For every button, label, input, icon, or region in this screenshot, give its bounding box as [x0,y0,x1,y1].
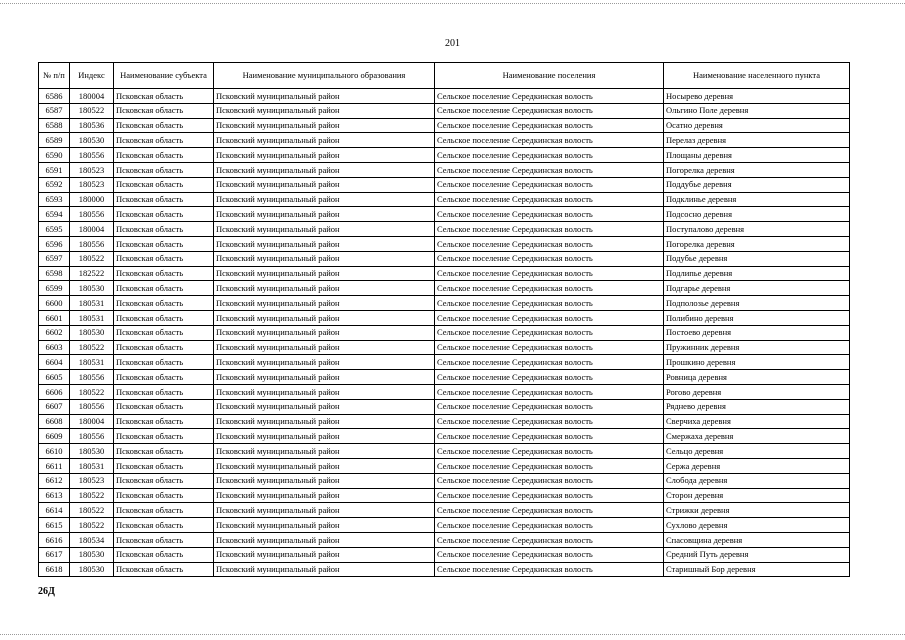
row-number: 6594 [39,207,70,222]
row-locality: Осатно деревня [664,118,850,133]
row-number: 6602 [39,325,70,340]
row-index: 180523 [70,473,114,488]
table-row [39,547,850,562]
row-number: 6616 [39,532,70,547]
row-region: Псковская область [114,473,214,488]
row-index: 180523 [70,162,114,177]
row-settlement: Сельское поселение Середкинская волость [435,177,664,192]
row-settlement: Сельское поселение Середкинская волость [435,399,664,414]
table-row [39,118,850,133]
row-region: Псковская область [114,296,214,311]
row-locality: Спасовщина деревня [664,532,850,547]
table-row [39,310,850,325]
row-locality: Носырево деревня [664,89,850,104]
row-region: Псковская область [114,207,214,222]
row-region: Псковская область [114,266,214,281]
row-locality: Ольгино Поле деревня [664,103,850,118]
row-index: 180004 [70,414,114,429]
row-region: Псковская область [114,310,214,325]
row-settlement: Сельское поселение Середкинская волость [435,296,664,311]
row-settlement: Сельское поселение Середкинская волость [435,133,664,148]
row-region: Псковская область [114,222,214,237]
row-region: Псковская область [114,162,214,177]
row-index: 180556 [70,207,114,222]
page-number: 201 [445,38,460,49]
row-municipality: Псковский муниципальный район [214,399,435,414]
row-number: 6593 [39,192,70,207]
row-locality: Перелаз деревня [664,133,850,148]
row-number: 6615 [39,518,70,533]
table-row [39,133,850,148]
row-settlement: Сельское поселение Середкинская волость [435,310,664,325]
row-number: 6589 [39,133,70,148]
row-municipality: Псковский муниципальный район [214,444,435,459]
row-locality: Смержаха деревня [664,429,850,444]
row-locality: Подклинье деревня [664,192,850,207]
row-settlement: Сельское поселение Середкинская волость [435,444,664,459]
row-index: 180522 [70,488,114,503]
row-locality: Средний Путь деревня [664,547,850,562]
table-row [39,207,850,222]
row-settlement: Сельское поселение Середкинская волость [435,162,664,177]
row-number: 6617 [39,547,70,562]
row-settlement: Сельское поселение Середкинская волость [435,207,664,222]
table-row [39,89,850,104]
row-region: Псковская область [114,177,214,192]
row-settlement: Сельское поселение Середкинская волость [435,488,664,503]
row-index: 180556 [70,148,114,163]
row-municipality: Псковский муниципальный район [214,103,435,118]
row-region: Псковская область [114,399,214,414]
row-municipality: Псковский муниципальный район [214,429,435,444]
row-region: Псковская область [114,355,214,370]
row-index: 180530 [70,547,114,562]
row-number: 6609 [39,429,70,444]
row-region: Псковская область [114,429,214,444]
header-locality: Наименование населенного пункта [664,63,850,89]
row-index: 180556 [70,370,114,385]
row-region: Псковская область [114,236,214,251]
row-index: 180004 [70,89,114,104]
table-row [39,429,850,444]
row-region: Псковская область [114,89,214,104]
table-row [39,281,850,296]
settlements-table [38,62,850,577]
table-row [39,296,850,311]
row-settlement: Сельское поселение Середкинская волость [435,532,664,547]
row-municipality: Псковский муниципальный район [214,148,435,163]
row-number: 6614 [39,503,70,518]
row-settlement: Сельское поселение Середкинская волость [435,370,664,385]
row-number: 6605 [39,370,70,385]
table-row [39,384,850,399]
row-settlement: Сельское поселение Середкинская волость [435,503,664,518]
row-number: 6604 [39,355,70,370]
row-municipality: Псковский муниципальный район [214,370,435,385]
row-locality: Сторон деревня [664,488,850,503]
row-settlement: Сельское поселение Середкинская волость [435,547,664,562]
row-municipality: Псковский муниципальный район [214,192,435,207]
row-municipality: Псковский муниципальный район [214,251,435,266]
row-municipality: Псковский муниципальный район [214,414,435,429]
row-number: 6610 [39,444,70,459]
row-locality: Погорелка деревня [664,236,850,251]
table-header-row [39,63,850,89]
scan-edge-top [0,3,905,4]
row-settlement: Сельское поселение Середкинская волость [435,458,664,473]
row-municipality: Псковский муниципальный район [214,503,435,518]
sheet-code: 26Д [38,586,55,597]
row-municipality: Псковский муниципальный район [214,281,435,296]
row-municipality: Псковский муниципальный район [214,340,435,355]
row-index: 180004 [70,222,114,237]
row-index: 180556 [70,399,114,414]
table-row [39,444,850,459]
row-settlement: Сельское поселение Середкинская волость [435,281,664,296]
row-index: 180536 [70,118,114,133]
row-index: 180531 [70,355,114,370]
table-row [39,355,850,370]
table-row [39,266,850,281]
table-row [39,177,850,192]
row-number: 6600 [39,296,70,311]
row-region: Псковская область [114,503,214,518]
table-row [39,473,850,488]
row-number: 6598 [39,266,70,281]
row-settlement: Сельское поселение Середкинская волость [435,251,664,266]
row-locality: Подлипье деревня [664,266,850,281]
row-number: 6588 [39,118,70,133]
row-number: 6612 [39,473,70,488]
row-region: Псковская область [114,444,214,459]
row-index: 180531 [70,296,114,311]
row-municipality: Псковский муниципальный район [214,473,435,488]
table-row [39,340,850,355]
row-settlement: Сельское поселение Середкинская волость [435,414,664,429]
table-row [39,414,850,429]
table-row [39,458,850,473]
row-locality: Погорелка деревня [664,162,850,177]
table-row [39,251,850,266]
row-index: 180522 [70,518,114,533]
row-municipality: Псковский муниципальный район [214,310,435,325]
row-index: 180530 [70,325,114,340]
row-locality: Ровница деревня [664,370,850,385]
row-number: 6618 [39,562,70,577]
row-number: 6606 [39,384,70,399]
table-row [39,325,850,340]
row-locality: Площаны деревня [664,148,850,163]
header-settlement: Наименование поселения [435,63,664,89]
table-row [39,222,850,237]
row-settlement: Сельское поселение Середкинская волость [435,325,664,340]
row-settlement: Сельское поселение Середкинская волость [435,355,664,370]
table-row [39,518,850,533]
row-locality: Сухлово деревня [664,518,850,533]
header-index: Индекс [70,63,114,89]
row-region: Псковская область [114,532,214,547]
row-municipality: Псковский муниципальный район [214,458,435,473]
row-settlement: Сельское поселение Середкинская волость [435,340,664,355]
row-locality: Подполозье деревня [664,296,850,311]
row-number: 6597 [39,251,70,266]
table-row [39,192,850,207]
row-locality: Поступалово деревня [664,222,850,237]
row-region: Псковская область [114,325,214,340]
row-locality: Подгарье деревня [664,281,850,296]
row-index: 180531 [70,310,114,325]
row-municipality: Псковский муниципальный район [214,325,435,340]
table-body [39,89,850,577]
row-locality: Поддубье деревня [664,177,850,192]
row-region: Псковская область [114,547,214,562]
row-settlement: Сельское поселение Середкинская волость [435,118,664,133]
row-region: Псковская область [114,103,214,118]
row-region: Псковская область [114,148,214,163]
row-region: Псковская область [114,562,214,577]
row-locality: Сверчиха деревня [664,414,850,429]
row-index: 182522 [70,266,114,281]
row-settlement: Сельское поселение Середкинская волость [435,562,664,577]
scan-edge-bottom [0,634,905,635]
table-row [39,103,850,118]
row-municipality: Псковский муниципальный район [214,488,435,503]
row-region: Псковская область [114,488,214,503]
row-number: 6586 [39,89,70,104]
row-municipality: Псковский муниципальный район [214,384,435,399]
row-region: Псковская область [114,251,214,266]
row-settlement: Сельское поселение Середкинская волость [435,473,664,488]
table-row [39,562,850,577]
row-settlement: Сельское поселение Середкинская волость [435,236,664,251]
table-row [39,399,850,414]
row-region: Псковская область [114,118,214,133]
row-locality: Полибино деревня [664,310,850,325]
row-index: 180556 [70,429,114,444]
row-settlement: Сельское поселение Середкинская волость [435,429,664,444]
row-municipality: Псковский муниципальный район [214,89,435,104]
row-index: 180531 [70,458,114,473]
table-row [39,532,850,547]
row-index: 180530 [70,562,114,577]
row-number: 6590 [39,148,70,163]
row-region: Псковская область [114,133,214,148]
row-index: 180522 [70,340,114,355]
row-settlement: Сельское поселение Середкинская волость [435,222,664,237]
row-locality: Постоево деревня [664,325,850,340]
row-region: Псковская область [114,414,214,429]
table-row [39,148,850,163]
row-region: Псковская область [114,370,214,385]
row-municipality: Псковский муниципальный район [214,162,435,177]
row-number: 6595 [39,222,70,237]
row-municipality: Псковский муниципальный район [214,532,435,547]
row-municipality: Псковский муниципальный район [214,562,435,577]
header-region: Наименование субъекта [114,63,214,89]
row-municipality: Псковский муниципальный район [214,296,435,311]
row-number: 6599 [39,281,70,296]
row-region: Псковская область [114,458,214,473]
row-number: 6601 [39,310,70,325]
table-row [39,488,850,503]
row-settlement: Сельское поселение Середкинская волость [435,148,664,163]
row-settlement: Сельское поселение Середкинская волость [435,384,664,399]
row-locality: Пружинник деревня [664,340,850,355]
row-settlement: Сельское поселение Середкинская волость [435,518,664,533]
row-number: 6587 [39,103,70,118]
row-settlement: Сельское поселение Середкинская волость [435,192,664,207]
row-region: Псковская область [114,518,214,533]
row-number: 6591 [39,162,70,177]
row-municipality: Псковский муниципальный район [214,222,435,237]
row-locality: Подубье деревня [664,251,850,266]
row-index: 180556 [70,236,114,251]
row-number: 6613 [39,488,70,503]
row-locality: Старишный Бор деревня [664,562,850,577]
table-row [39,236,850,251]
row-municipality: Псковский муниципальный район [214,118,435,133]
row-locality: Сержа деревня [664,458,850,473]
header-municipality: Наименование муниципального образования [214,63,435,89]
row-municipality: Псковский муниципальный район [214,236,435,251]
row-settlement: Сельское поселение Середкинская волость [435,89,664,104]
row-number: 6592 [39,177,70,192]
row-number: 6596 [39,236,70,251]
row-index: 180522 [70,503,114,518]
row-municipality: Псковский муниципальный район [214,518,435,533]
row-municipality: Псковский муниципальный район [214,355,435,370]
row-index: 180523 [70,177,114,192]
row-municipality: Псковский муниципальный район [214,266,435,281]
row-index: 180522 [70,251,114,266]
row-locality: Рогово деревня [664,384,850,399]
table-row [39,503,850,518]
row-index: 180530 [70,444,114,459]
row-region: Псковская область [114,340,214,355]
row-index: 180522 [70,103,114,118]
row-index: 180522 [70,384,114,399]
row-locality: Ряднево деревня [664,399,850,414]
row-municipality: Псковский муниципальный район [214,207,435,222]
row-settlement: Сельское поселение Середкинская волость [435,103,664,118]
row-number: 6611 [39,458,70,473]
row-municipality: Псковский муниципальный район [214,177,435,192]
row-municipality: Псковский муниципальный район [214,133,435,148]
row-locality: Стрижки деревня [664,503,850,518]
row-index: 180530 [70,281,114,296]
table-row [39,370,850,385]
row-region: Псковская область [114,281,214,296]
row-number: 6607 [39,399,70,414]
row-locality: Подсосно деревня [664,207,850,222]
row-locality: Прошкино деревня [664,355,850,370]
row-locality: Слобода деревня [664,473,850,488]
header-number: № п/п [39,63,70,89]
table-row [39,162,850,177]
row-number: 6603 [39,340,70,355]
row-locality: Сельцо деревня [664,444,850,459]
row-region: Псковская область [114,192,214,207]
row-settlement: Сельское поселение Середкинская волость [435,266,664,281]
row-number: 6608 [39,414,70,429]
row-region: Псковская область [114,384,214,399]
row-index: 180000 [70,192,114,207]
row-municipality: Псковский муниципальный район [214,547,435,562]
row-index: 180534 [70,532,114,547]
row-index: 180530 [70,133,114,148]
